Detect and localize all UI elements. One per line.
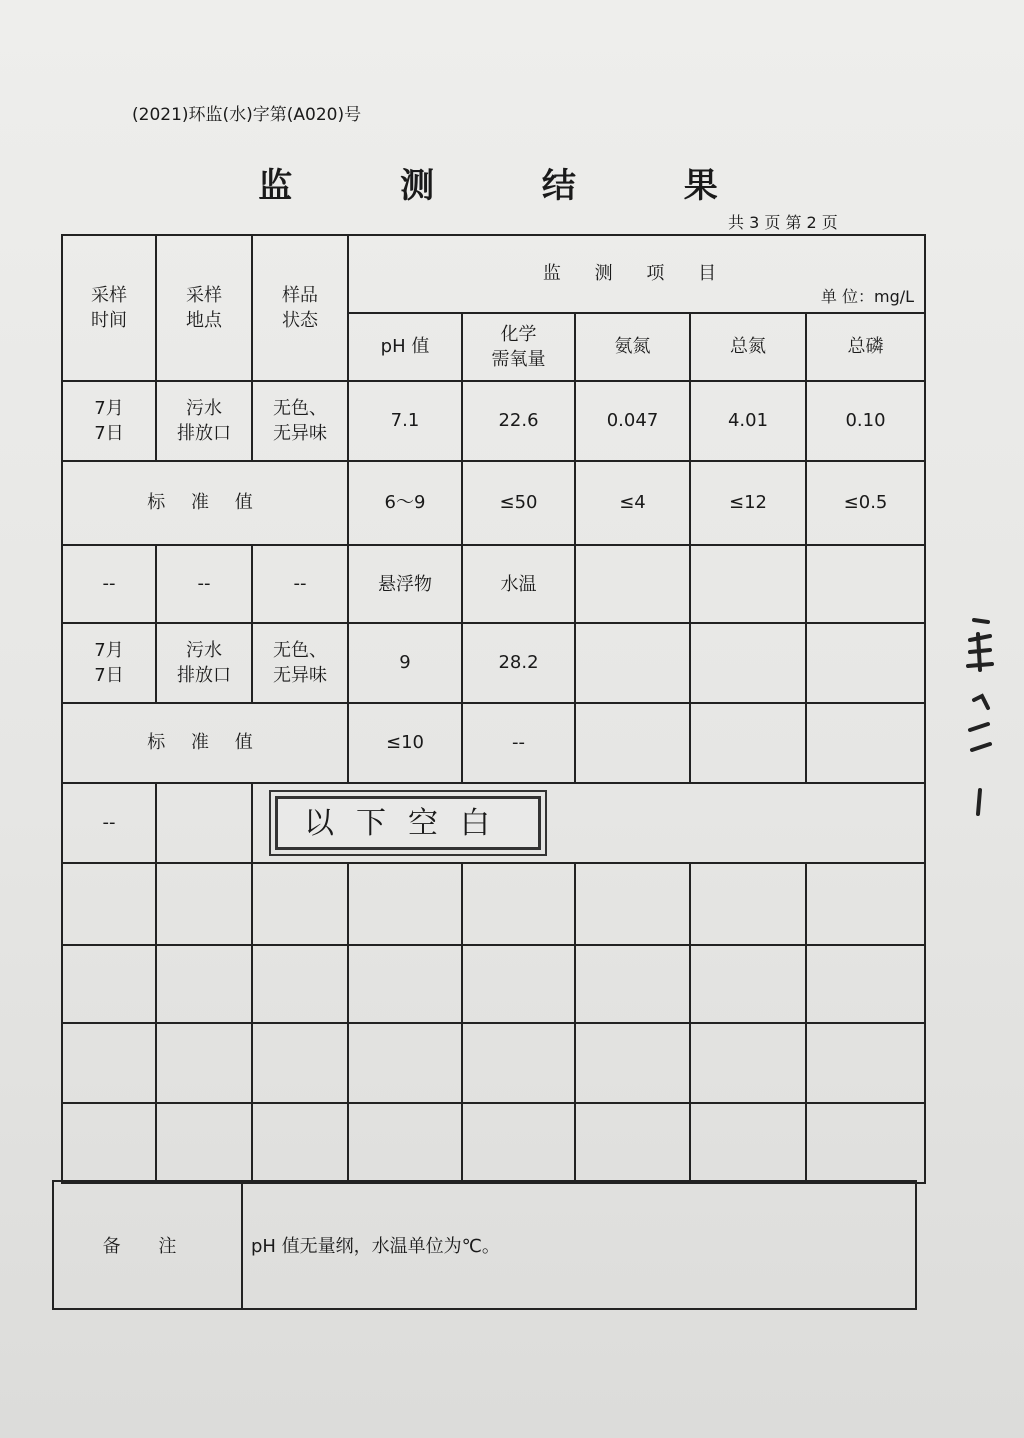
header-monitoring-items bbox=[348, 235, 925, 313]
cell-blank bbox=[806, 623, 925, 703]
notes-table bbox=[52, 1180, 917, 1310]
cell-empty: -- bbox=[156, 545, 252, 623]
cell-empty: -- bbox=[62, 783, 156, 863]
notes-text: pH 值无量纲，水温单位为℃。 bbox=[242, 1181, 916, 1309]
cell-blank bbox=[690, 545, 806, 623]
cell-value: ≤12 bbox=[690, 461, 806, 545]
table-row bbox=[62, 703, 925, 783]
cell-time: 7月 7日 bbox=[62, 623, 156, 703]
cell-value: -- bbox=[462, 703, 575, 783]
cell-value: 22.6 bbox=[462, 381, 575, 461]
cell-time: 7月 7日 bbox=[62, 381, 156, 461]
table-row bbox=[62, 545, 925, 623]
header-sample-state: 样品 状态 bbox=[252, 235, 348, 381]
item-ph: pH 值 bbox=[348, 313, 462, 381]
cell-value: 6～9 bbox=[348, 461, 462, 545]
blank-below-stamp: 以下空白 bbox=[275, 796, 541, 850]
table-row bbox=[62, 623, 925, 703]
page-info: 共 3 页 第 2 页 bbox=[728, 213, 838, 232]
item-total-phosphorus: 总磷 bbox=[806, 313, 925, 381]
cell-location: 污水 排放口 bbox=[156, 381, 252, 461]
cell-value: 9 bbox=[348, 623, 462, 703]
standard-value-label: 标 准 值 bbox=[62, 703, 348, 783]
cell-blank bbox=[575, 623, 690, 703]
cell-blank bbox=[575, 703, 690, 783]
table-row bbox=[62, 783, 925, 863]
cell-value: ≤50 bbox=[462, 461, 575, 545]
header-sample-location: 采样 地点 bbox=[156, 235, 252, 381]
header-sample-time: 采样 时间 bbox=[62, 235, 156, 381]
blank-below-cell bbox=[252, 783, 925, 863]
item-ammonia-nitrogen: 氨氮 bbox=[575, 313, 690, 381]
cell-empty: -- bbox=[252, 545, 348, 623]
cell-value: ≤10 bbox=[348, 703, 462, 783]
item-cod: 化学 需氧量 bbox=[462, 313, 575, 381]
cell-blank bbox=[690, 703, 806, 783]
item-total-nitrogen: 总氮 bbox=[690, 313, 806, 381]
cell-location: 污水 排放口 bbox=[156, 623, 252, 703]
item-water-temperature: 水温 bbox=[462, 545, 575, 623]
cell-blank bbox=[690, 623, 806, 703]
cell-blank bbox=[156, 783, 252, 863]
cell-value: 7.1 bbox=[348, 381, 462, 461]
cell-value: 4.01 bbox=[690, 381, 806, 461]
cell-state: 无色、 无异味 bbox=[252, 623, 348, 703]
cell-blank bbox=[575, 545, 690, 623]
item-suspended-solids: 悬浮物 bbox=[348, 545, 462, 623]
cell-value: 28.2 bbox=[462, 623, 575, 703]
cell-value: ≤4 bbox=[575, 461, 690, 545]
results-table bbox=[61, 234, 926, 1184]
cell-value: ≤0.5 bbox=[806, 461, 925, 545]
page-title: 监 测 结 果 bbox=[258, 166, 766, 206]
document-number: (2021)环监(水)字第(A020)号 bbox=[132, 105, 362, 125]
cell-blank bbox=[806, 545, 925, 623]
notes-label: 备 注 bbox=[53, 1181, 242, 1309]
cell-state: 无色、 无异味 bbox=[252, 381, 348, 461]
unit-label: 单 位：mg/L bbox=[820, 286, 915, 306]
standard-value-label: 标 准 值 bbox=[62, 461, 348, 545]
cell-value: 0.047 bbox=[575, 381, 690, 461]
cell-empty: -- bbox=[62, 545, 156, 623]
monitoring-items-title: 监 测 项 目 bbox=[542, 263, 731, 285]
seal-stamp-edge bbox=[930, 600, 1000, 830]
cell-blank bbox=[806, 703, 925, 783]
table-row bbox=[62, 461, 925, 545]
table-row bbox=[62, 381, 925, 461]
cell-value: 0.10 bbox=[806, 381, 925, 461]
